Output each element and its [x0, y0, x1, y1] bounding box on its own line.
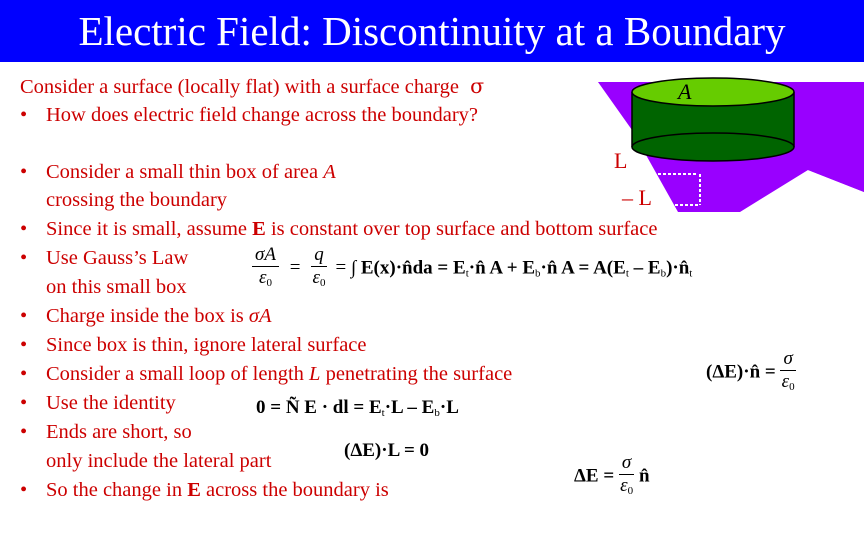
epsilon-sub: 0	[789, 381, 795, 393]
E-bold: E	[187, 479, 201, 501]
epsilon: ε	[258, 267, 267, 288]
charge-q: q	[314, 244, 324, 265]
bullet-3-cont: on this small box	[46, 276, 187, 298]
bullet-dot: •	[20, 247, 28, 269]
bullet-dot: •	[20, 363, 28, 385]
intro-line-2: How does electric field change across the boundary?	[46, 104, 479, 126]
lateral-equation: (ΔE)·L = 0	[344, 440, 430, 461]
gauss-equation: $\frac{\sigma A}{\varepsilon_0}$ = $\frac{q}{\varepsilon_0}$ = ∫ E(x)·n̂da = $E_t\cdot n̂$ $A + E_b\cdot n̂$ $A = A(E_t$ – $E_b)\cdot n̂_t$	[252, 244, 692, 294]
sub-b: b	[660, 267, 667, 280]
gauss-lhs-num: σA	[255, 244, 276, 265]
bullet-1	[46, 160, 336, 184]
sub-t: t	[689, 267, 693, 280]
normal-vector: n̂	[639, 465, 650, 487]
length-var: L	[309, 363, 321, 385]
intro-text: Consider a surface (locally flat) with a surface charge	[20, 76, 460, 98]
bullet-9-text: So the change in	[46, 479, 188, 501]
bullet-dot: •	[20, 334, 28, 356]
bullet-4	[46, 304, 272, 328]
bullet-7: Use the identity	[46, 392, 176, 414]
bullet-dot: •	[20, 421, 28, 443]
flux-lhs: (ΔE)·n̂ =	[706, 361, 776, 383]
bullet-dot: •	[20, 392, 28, 414]
label-area: A	[678, 79, 692, 104]
label-L: L	[614, 148, 628, 173]
gauss-rhs: ·n̂ A + E	[468, 257, 536, 279]
bullet-1-text: Consider a small thin box of area	[46, 161, 324, 183]
sigma-num: σ	[783, 348, 793, 369]
bullet-8: Ends are short, so	[46, 421, 192, 443]
pillbox-bottom	[632, 133, 794, 161]
intro-line-1	[20, 74, 484, 99]
epsilon-sub: 0	[319, 277, 326, 289]
sigma-num: σ	[621, 452, 632, 473]
epsilon: ε	[781, 371, 790, 392]
flux-frac	[780, 348, 795, 398]
bullet-6-text: Consider a small loop of length	[46, 363, 310, 385]
gauss-q-frac	[311, 244, 327, 294]
sigma-symbol: σ	[470, 74, 485, 98]
bullet-9	[46, 478, 389, 502]
bullet-dot: •	[20, 305, 28, 327]
flux-result-equation	[706, 348, 796, 398]
sub-t: t	[381, 407, 385, 419]
bullet-9-text-b: across the boundary is	[200, 479, 389, 501]
sub-b: b	[434, 407, 440, 419]
bullet-dot: •	[20, 479, 28, 501]
charge-expr: σA	[248, 305, 272, 327]
identity-mid: ·L – E	[384, 397, 435, 418]
pillbox-diagram	[540, 62, 864, 232]
bullet-2-text: Since it is small, assume	[46, 218, 253, 240]
identity-lhs: 0 = Ñ E · dl = E	[256, 397, 382, 418]
sub-t: t	[465, 267, 469, 280]
bullet-2-text-b: is constant over top surface and bottom surface	[265, 218, 658, 240]
gauss-rhs-2: ·n̂ A = A(E	[540, 257, 626, 279]
sub-t: t	[625, 267, 629, 280]
pillbox-top	[632, 78, 794, 106]
epsilon: ε	[620, 475, 628, 496]
epsilon: ε	[312, 267, 320, 288]
final-frac	[619, 452, 634, 502]
bullet-1-cont: crossing the boundary	[46, 189, 228, 211]
gauss-integral: ∫ E(x)·n̂da = E	[350, 257, 466, 279]
final-lhs: ΔE =	[574, 465, 615, 487]
E-bold: E	[252, 218, 266, 240]
bullet-dot: •	[20, 104, 28, 126]
identity-end: ·L	[439, 397, 459, 418]
bullet-2	[46, 217, 657, 241]
area-var: A	[323, 161, 336, 183]
bullet-3: Use Gauss’s Law	[46, 247, 189, 269]
bullet-6-text-b: penetrating the surface	[320, 363, 513, 385]
bullet-4-text: Charge inside the box is	[46, 305, 249, 327]
gauss-lhs-frac	[252, 244, 279, 294]
epsilon-sub: 0	[266, 277, 272, 289]
gauss-rhs-4: )·n̂	[666, 257, 690, 279]
gauss-rhs-3: – E	[628, 257, 661, 279]
sub-b: b	[535, 267, 541, 280]
slide-title: Electric Field: Discontinuity at a Boundary	[78, 8, 786, 54]
bullet-dot: •	[20, 218, 28, 240]
bullet-5: Since box is thin, ignore lateral surface	[46, 334, 367, 356]
final-equation	[574, 452, 650, 502]
bullet-8-cont: only include the lateral part	[46, 450, 272, 472]
label-minus-L: – L	[622, 185, 652, 210]
epsilon-sub: 0	[627, 485, 634, 497]
bullet-6	[46, 362, 512, 386]
identity-equation	[256, 397, 459, 419]
bullet-dot: •	[20, 161, 28, 183]
